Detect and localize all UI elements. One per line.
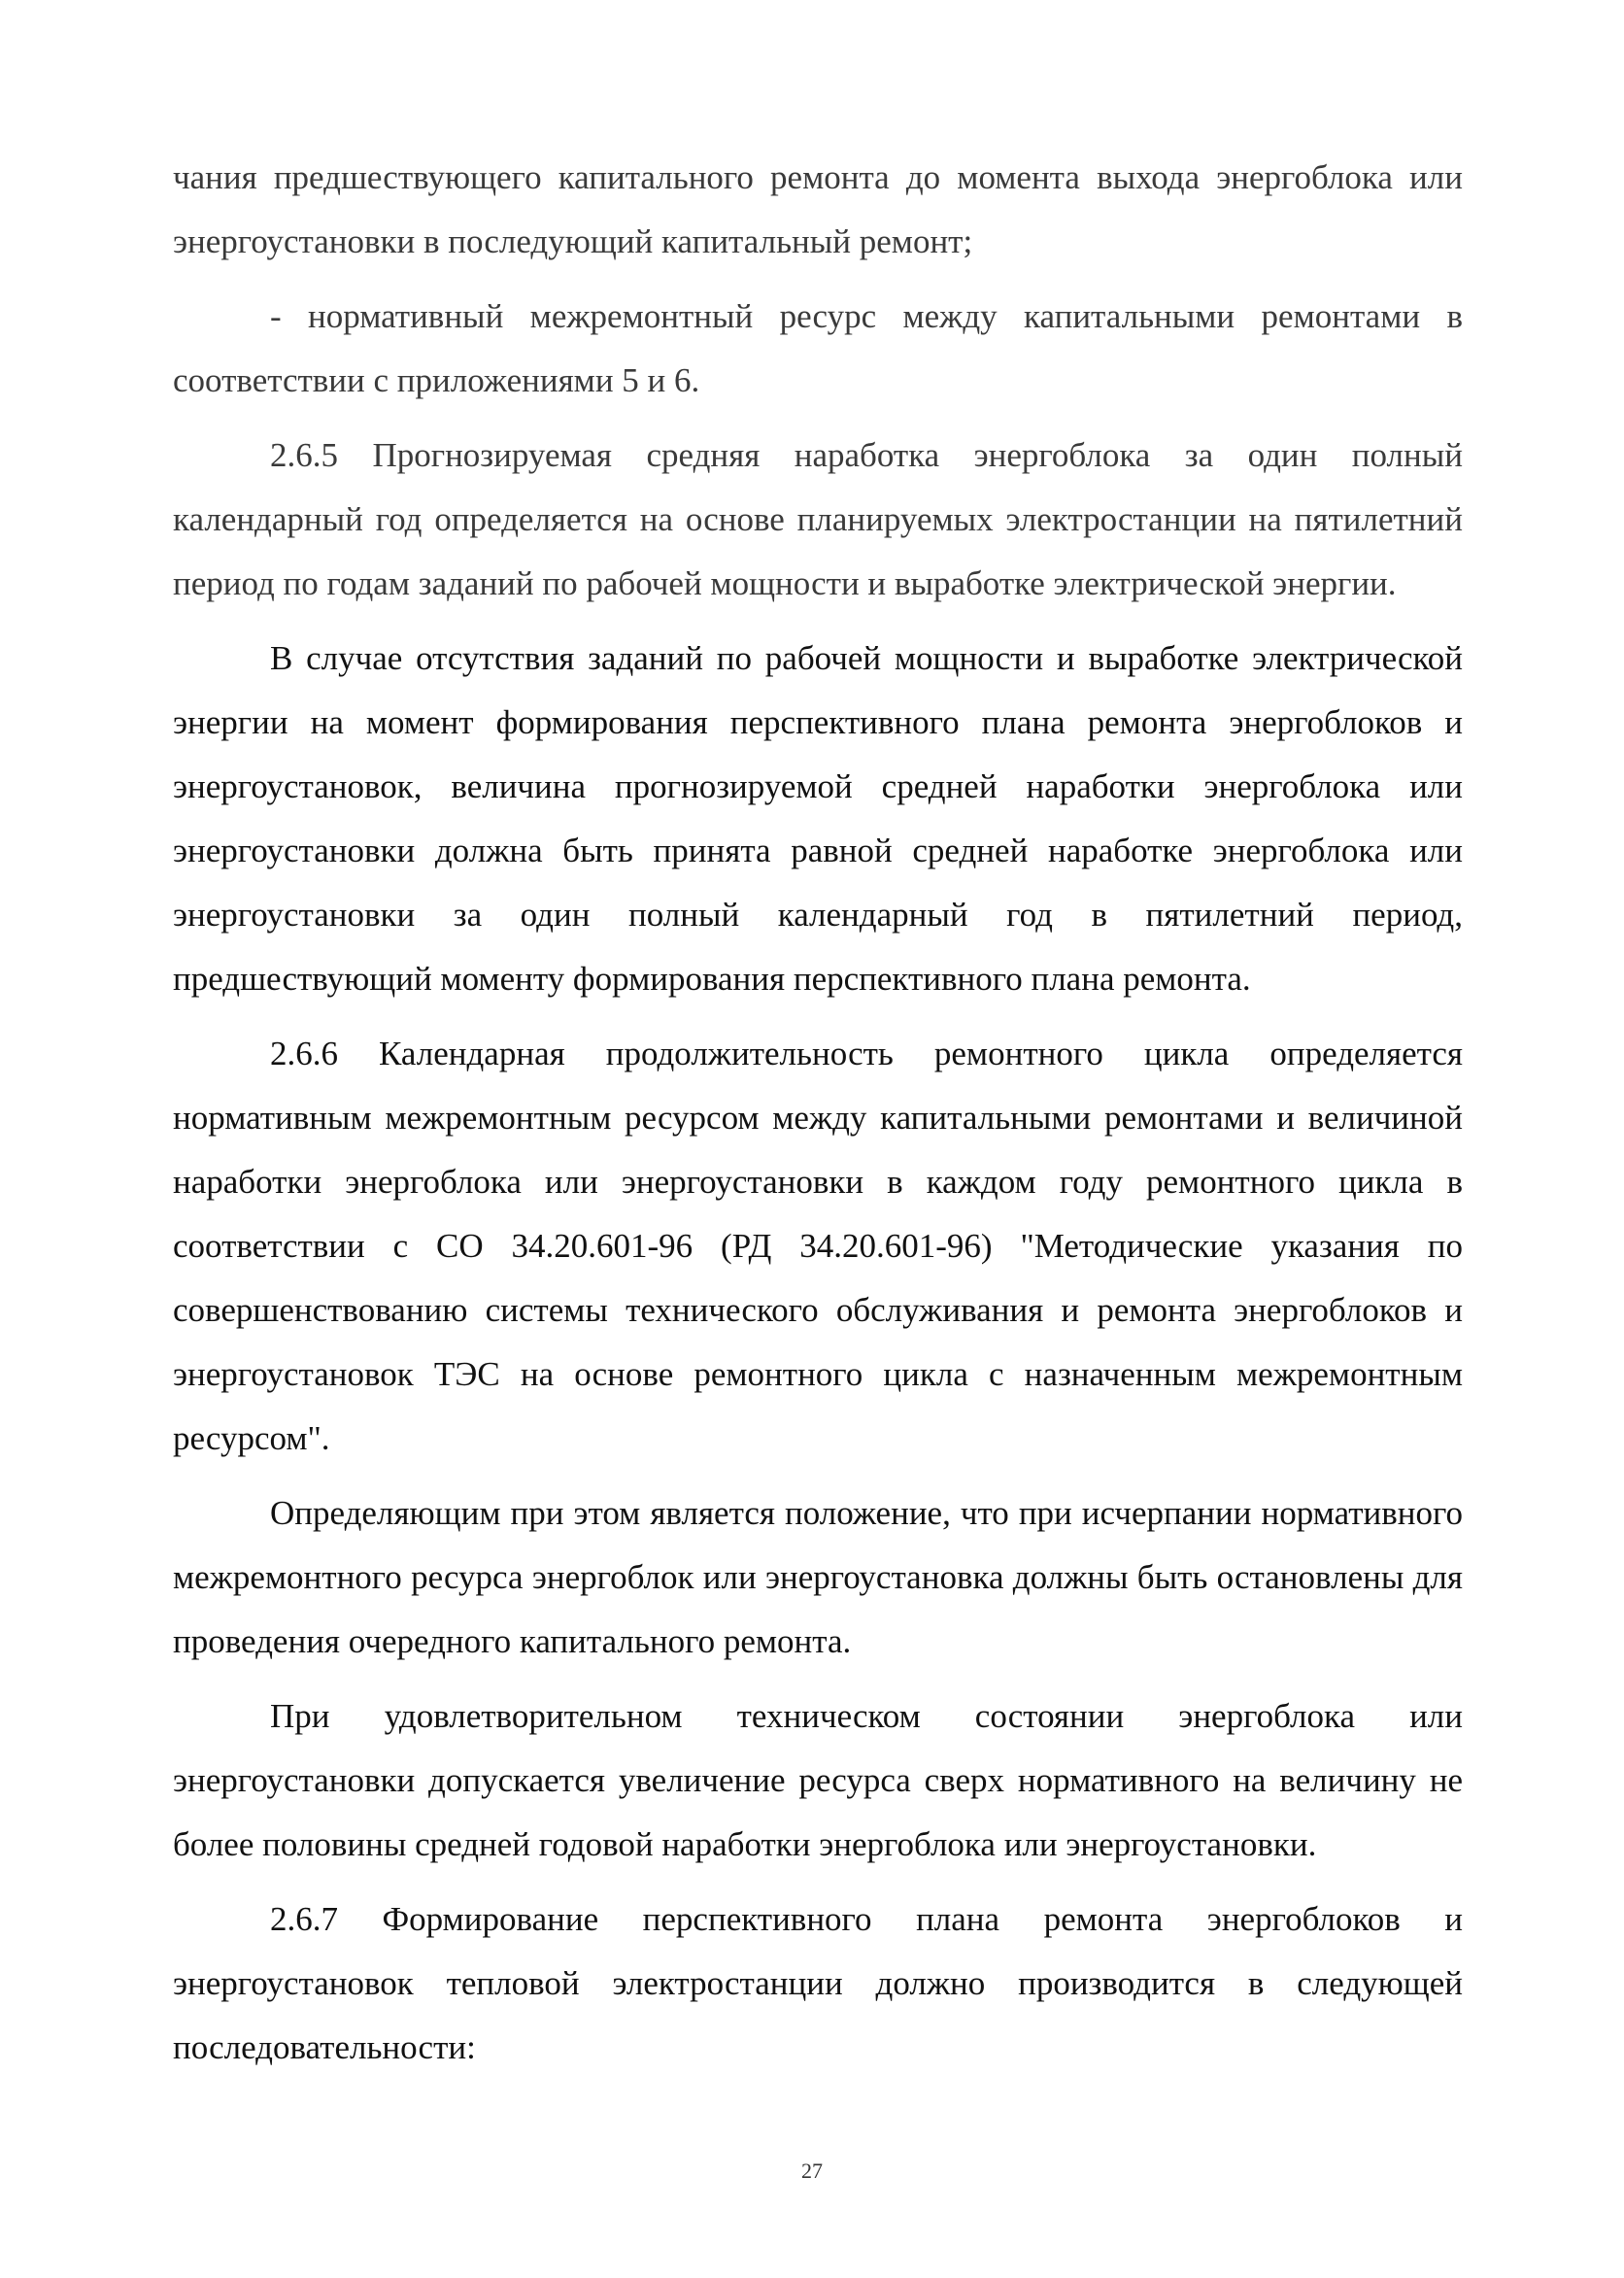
paragraph-list-item: - нормативный межремонтный ресурс между капитальными ремонтами в соответствии с приложениями 5 и 6. [173, 297, 1463, 399]
paragraph-absence-of-tasks: В случае отсутствия заданий по рабочей мощности и выработке электрической энергии на момент формирования перспективного плана ремонта энергоблоков и энергоустановок, величина прогнозируемой средней наработки энергоблока или энергоустановки должна быть принята равной средней наработке энергоблока или энергоустановки за один полный календарный год в пятилетний период, предшествующий моменту формирования перспективного плана ремонта. [173, 639, 1463, 998]
paragraph-determining-position: Определяющим при этом является положение, что при исчерпании нормативного межремонтного ресурса энергоблок или энергоустановка должны быть остановлены для проведения очередного капитального ремонта. [173, 1494, 1463, 1660]
paragraph-2-6-7: 2.6.7 Формирование перспективного плана ремонта энергоблоков и энергоустановок тепловой электростанции должно производится в следующей последовательности: [173, 1900, 1463, 2066]
paragraph-2-6-6: 2.6.6 Календарная продолжительность ремонтного цикла определяется нормативным межремонтным ресурсом между капитальными ремонтами и величиной наработки энергоблока или энергоустановки в каждом году ремонтного цикла в соответствии с СО 34.20.601-96 (РД 34.20.601-96) "Методические указания по совершенствованию системы технического обслуживания и ремонта энергоблоков и энергоустановок ТЭС на основе ремонтного цикла с назначенным межремонтным ресурсом". [173, 1035, 1463, 1457]
paragraph-continuation: чания предшествующего капитального ремонта до момента выхода энергоблока или энергоустановки в последующий капитальный ремонт; [173, 158, 1463, 260]
document-body [173, 146, 1463, 2091]
paragraph-satisfactory-condition: При удовлетворительном техническом состоянии энергоблока или энергоустановки допускается увеличение ресурса сверх нормативного на величину не более половины средней годовой наработки энергоблока или энергоустановки. [173, 1697, 1463, 1863]
paragraph-2-6-5: 2.6.5 Прогнозируемая средняя наработка энергоблока за один полный календарный год определяется на основе планируемых электростанции на пятилетний период по годам заданий по рабочей мощности и выработке электрической энергии. [173, 436, 1463, 602]
page-number: 27 [801, 2159, 823, 2183]
